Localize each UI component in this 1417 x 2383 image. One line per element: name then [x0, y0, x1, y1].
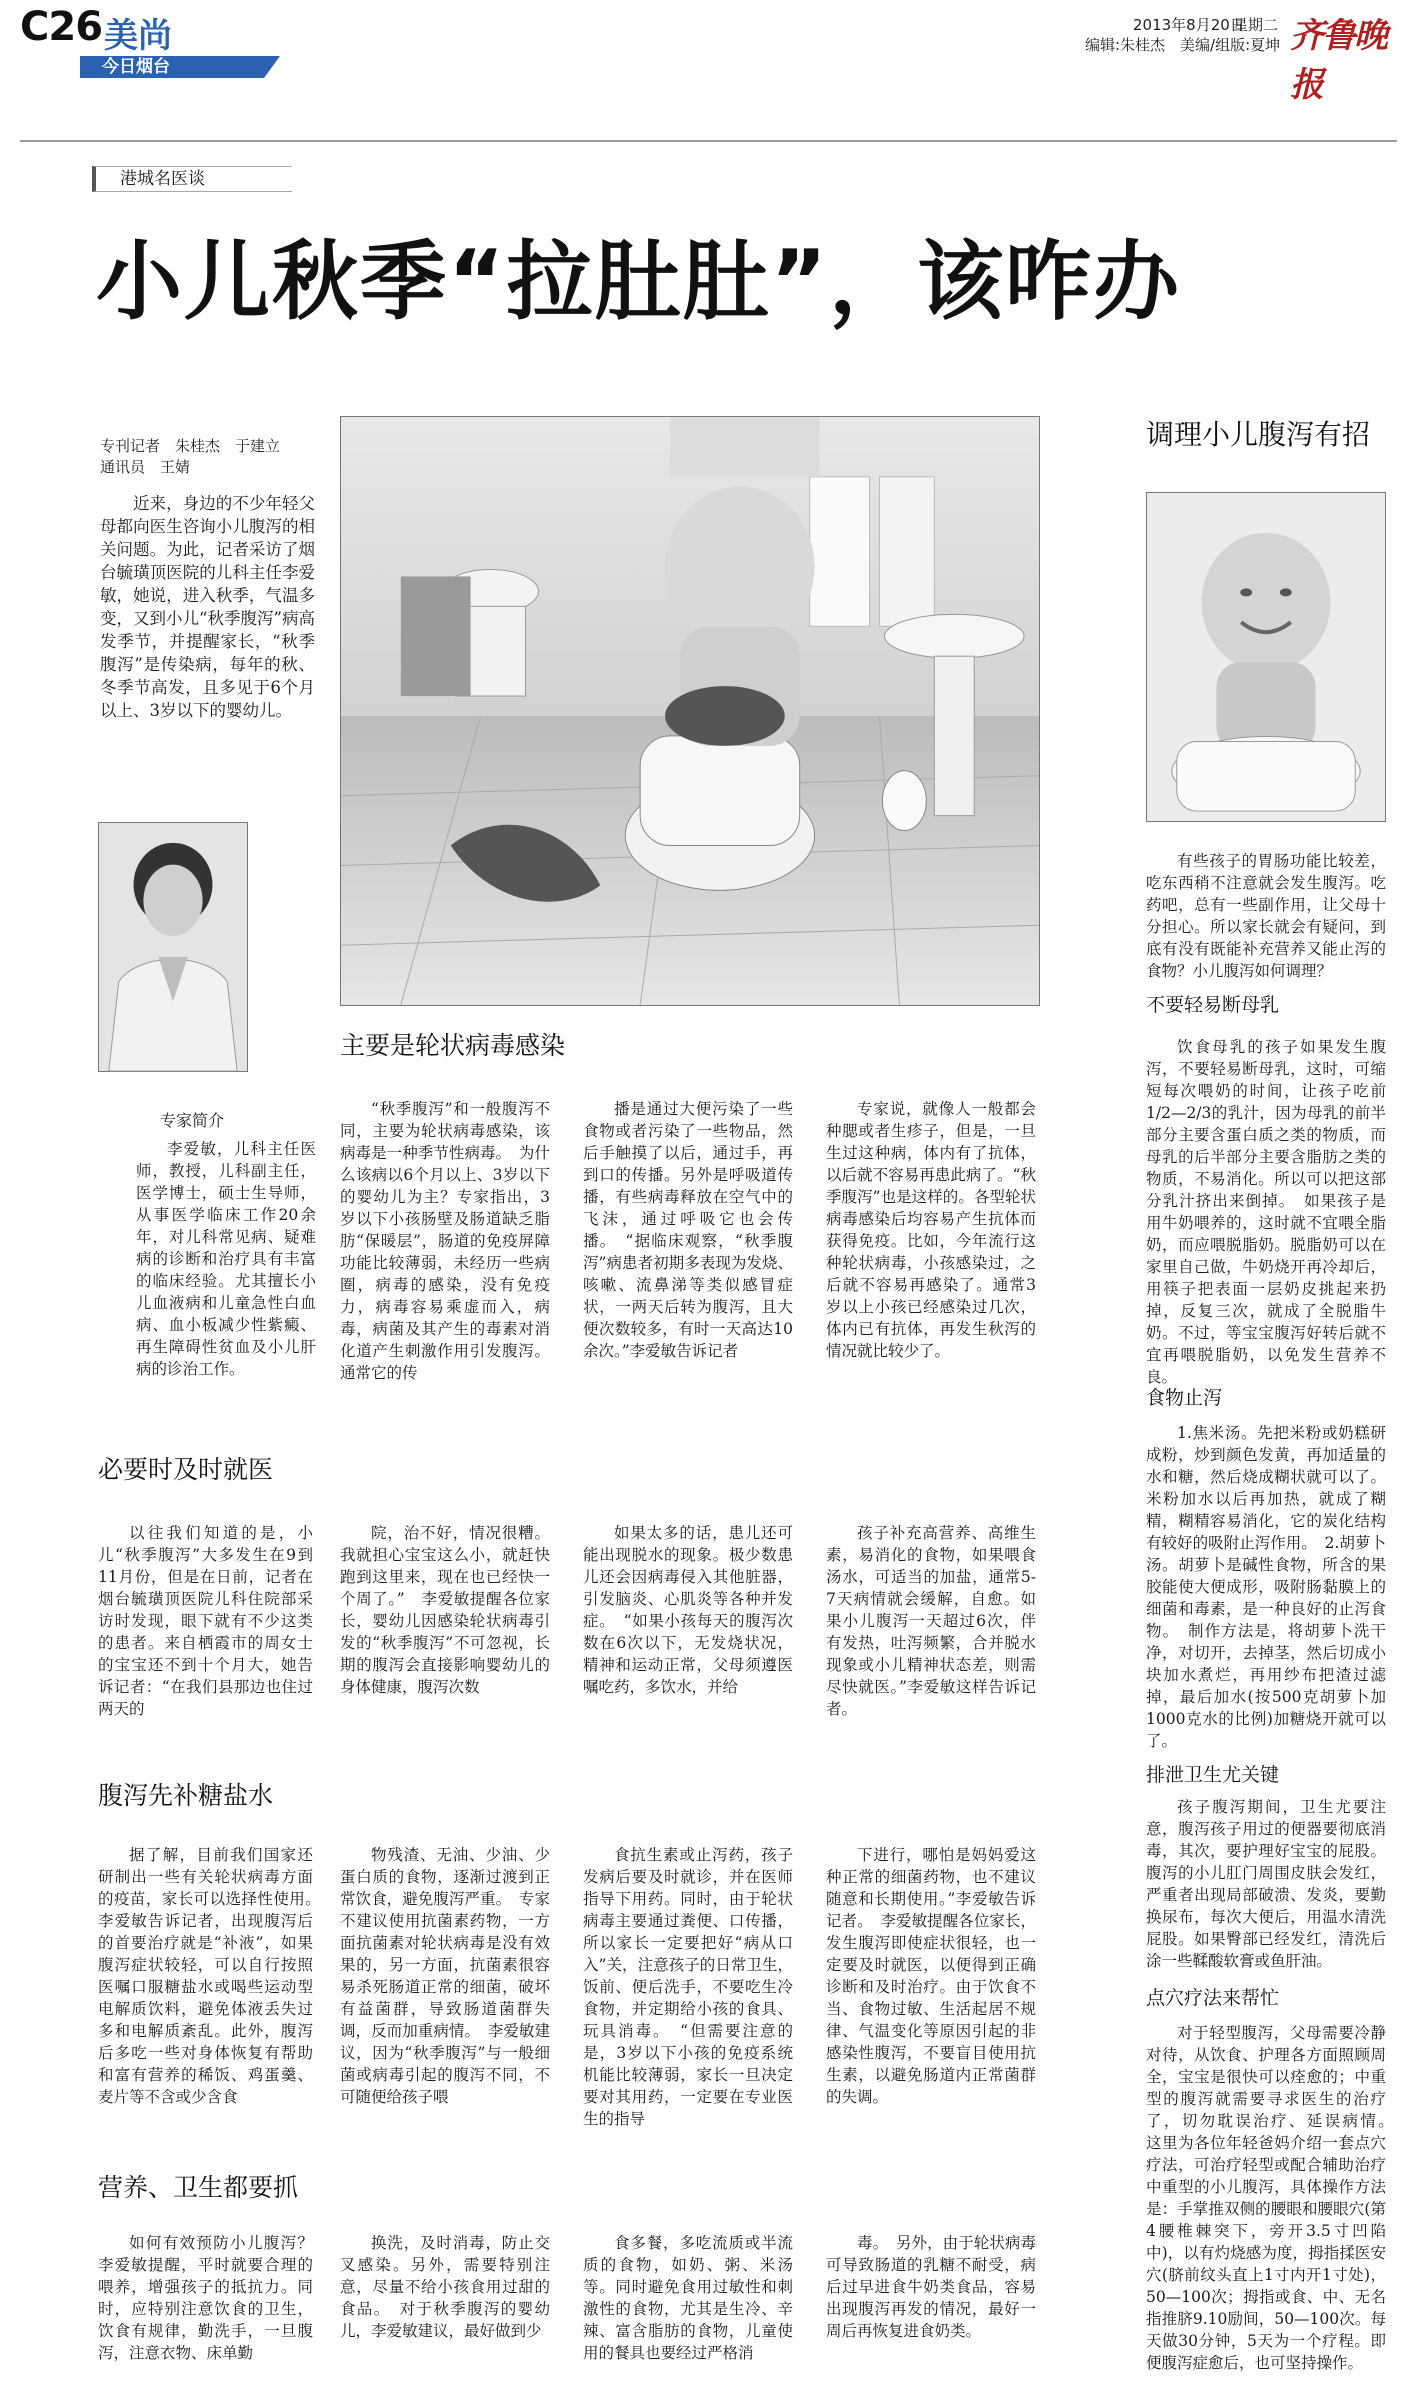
section-text-column: 院，治不好，情况很糟。我就担心宝宝这么小，就赶快跑到这里来，现在也已经快一个周了。” 李爱敏提醒各位家长，婴幼儿因感染轮状病毒引发的“秋季腹泻”不可忽视，长期的腹泻会直接影响婴幼儿的身体健康，腹泻次数	[340, 1524, 550, 1696]
issue-weekday: 星期二	[1233, 16, 1279, 34]
byline-reporters: 专刊记者 朱桂杰 于建立	[100, 437, 281, 455]
section-text-column: “秋季腹泻”和一般腹泻不同，主要为轮状病毒感染，该病毒是一种季节性病毒。 为什么该病以6个月以上、3岁以下的婴幼儿为主？专家指出，3岁以下小孩肠壁及肠道缺乏脂肪“保暖层”，肠道的免疫屏障功能比较薄弱，未经历一些病圈，病毒的感染，没有免疫力，病毒容易乘虚而入，病毒，病菌及其产生的毒素对消化道产生刺激作用引发腹泻。通常它的传	[340, 1100, 550, 1382]
section-text-column: 食抗生素或止泻药，孩子发病后要及时就诊，并在医师指导下用药。同时，由于轮状病毒主要通过粪便、口传播，所以家长一定要把好“病从口入”关，注意孩子的日常卫生，饭前、便后洗手，不要吃生冷食物，并定期给小孩的食具、玩具消毒。 “但需要注意的是，3岁以下小孩的免疫系统机能比较薄弱，家长一旦决定要对其用药，一定要在专业医生的指导	[583, 1846, 793, 2128]
sidebar-subheading: 不要轻易断母乳	[1146, 994, 1280, 1016]
issue-date: 2013年8月20日	[1133, 16, 1245, 34]
expert-caption: 专家简介	[160, 1111, 225, 1130]
section-heading: 主要是轮状病毒感染	[340, 1031, 566, 1060]
section-text-column: 据了解，目前我们国家还研制出一些有关轮状病毒方面的疫苗，家长可以选择性使用。 李爱敏告诉记者，出现腹泻后的首要治疗就是“补液”，如果腹泻症状较轻，可以自行按照医嘱口服糖盐水或喝些运动型电解质饮料，避免体液丢失过多和电解质紊乱。此外，腹泻后多吃一些对身体恢复有帮助和富有营养的稀饭、鸡蛋羹、麦片等不含或少含食	[98, 1846, 329, 2106]
expert-bio: 李爱敏，儿科主任医师，教授，儿科副主任，医学博士，硕士生导师，从事医学临床工作20余年，对儿科常见病、疑难病的诊断和治疗具有丰富的临床经验。尤其擅长小儿血液病和儿童急性白血病、血小板减少性紫癜、再生障碍性贫血及小儿肝病的诊治工作。	[136, 1140, 316, 1378]
newspaper-logo: 齐鲁晚报	[1290, 16, 1386, 105]
baby-on-potty-photo	[340, 416, 1040, 1006]
sidebar-title: 调理小儿腹泻有招	[1146, 418, 1371, 451]
section-text-column: 播是通过大便污染了一些食物或者污染了一些物品，然后手触摸了以后，通过手，再到口的传播。另外是呼吸道传播，有些病毒释放在空气中的飞沫，通过呼吸它也会传播。 “据临床观察，“秋季腹泻”病患者初期多表现为发烧、咳嗽、流鼻涕等类似感冒症状，一两天后转为腹泻，且大便次数较多，有时一天高达10余次。”李爱敏告诉记者	[583, 1100, 793, 1360]
section-text-column: 孩子补充高营养、高维生素，易消化的食物，如果喂食汤水，可适当的加盐，通常5-7天病情就会缓解，自愈。如果小儿腹泻一天超过6次，伴有发热，吐泻频繁，合并脱水现象或小儿精神状态差，则需尽快就医。”李爱敏这样告诉记者。	[826, 1524, 1036, 1718]
section-name: 美尚	[104, 16, 172, 56]
section-text-column: 如果太多的话，患儿还可能出现脱水的现象。极少数患儿还会因病毒侵入其他脏器，引发脑炎、心肌炎等各种并发症。 “如果小孩每天的腹泻次数在6次以下，无发烧状况，精神和运动正常，父母须遵医嘱吃药，多饮水，并给	[583, 1524, 793, 1696]
section-heading: 必要时及时就医	[98, 1455, 274, 1484]
byline-correspondent: 通讯员 王婧	[100, 458, 191, 476]
sidebar-text: 孩子腹泻期间，卫生尤要注意，腹泻孩子用过的便器要彻底消毒，其次，要护理好宝宝的屁股。腹泻的小儿肛门周围皮肤会发红，严重者出现局部破溃、发炎，要勤换尿布，每次大便后，用温水清洗屁股。如果臀部已经发红，清洗后涂一些鞣酸软膏或鱼肝油。	[1146, 1798, 1386, 1970]
section-text-column: 专家说，就像人一般都会种腮或者生疹子，但是，一旦生过这种病，体内有了抗体，以后就不容易再患此病了。“秋季腹泻”也是这样的。各型轮状病毒感染后均容易产生抗体而获得免疫。比如，今年流行这种轮状病毒，小孩感染过，之后就不容易再感染了。通常3岁以上小孩已经感染过几次，体内已有抗体，再发生秋泻的情况就比较少了。	[826, 1100, 1036, 1360]
sidebar-subheading: 排泄卫生尤关键	[1146, 1764, 1280, 1786]
section-text-column: 换洗，及时消毒，防止交叉感染。另外，需要特别注意，尽量不给小孩食用过甜的食品。 对于秋季腹泻的婴幼儿，李爱敏建议，最好做到少	[340, 2234, 550, 2340]
sidebar-text: 饮食母乳的孩子如果发生腹泻，不要轻易断母乳，这时，可缩短每次喂奶的时间，让孩子吃前1/2—2/3的乳汁，因为母乳的前半部分主要含蛋白质之类的物质，而母乳的后半部分主要含脂肪之类的物质，不易消化。所以可以把这部分乳汁挤出来倒掉。 如果孩子是用牛奶喂养的，这时就不宜喂全脂奶，而应喂脱脂奶。脱脂奶可以在家里自己做，牛奶烧开再冷却后，用筷子把表面一层奶皮挑起来扔掉，反复三次，就成了全脱脂牛奶。不过，等宝宝腹泻好转后就不宜再喂脱脂奶，以免发生营养不良。	[1146, 1038, 1386, 1386]
section-text-column: 如何有效预防小儿腹泻？李爱敏提醒，平时就要合理的喂养，增强孩子的抵抗力。同时，应特别注意饮食的卫生，饮食有规律，勤洗手，一旦腹泻，注意衣物、床单勤	[98, 2234, 313, 2362]
expert-portrait-photo	[98, 822, 248, 1072]
section-heading: 营养、卫生都要抓	[98, 2173, 299, 2202]
sidebar-intro: 有些孩子的胃肠功能比较差，吃东西稍不注意就会发生腹泻。吃药吧，总有一些副作用，让父母十分担心。所以家长就会有疑问，到底有没有既能补充营养又能止泻的食物？小儿腹泻如何调理？	[1146, 852, 1386, 980]
page-number: C26	[20, 4, 103, 50]
sidebar-text: 1.焦米汤。先把米粉或奶糕研成粉，炒到颜色发黄，再加适量的水和糖，然后烧成糊状就可以了。米粉加水以后再加热，就成了糊精，糊精容易消化，它的炭化结构有较好的吸附止泻作用。 2.胡萝卜汤。胡萝卜是碱性食物，所含的果胶能使大便成形，吸附肠黏膜上的细菌和毒素，是一种良好的止泻食物。 制作方法是，将胡萝卜洗干净，对切开，去掉茎，然后切成小块加水煮烂，再用纱布把渣过滤掉，最后加水(按500克胡萝卜加1000克水的比例)加糖烧开就可以了。	[1146, 1424, 1386, 1750]
article-lead: 近来，身边的不少年轻父母都向医生咨询小儿腹泻的相关问题。为此，记者采访了烟台毓璜顶医院的儿科主任李爱敏，她说，进入秋季，气温多变，又到小儿“秋季腹泻”病高发季节，并提醒家长，“秋季腹泻”是传染病，每年的秋、冬季节高发，且多见于6个月以上、3岁以下的婴幼儿。	[100, 494, 315, 720]
sidebar-subheading: 食物止泻	[1146, 1387, 1223, 1409]
sidebar-subheading: 点穴疗法来帮忙	[1146, 1987, 1280, 2009]
article-headline: 小儿秋季“拉肚肚”，该咋办	[96, 232, 1182, 332]
section-text-column: 毒。 另外，由于轮状病毒可导致肠道的乳糖不耐受，病后过早进食牛奶类食品，容易出现腹泻再发的情况，最好一周后再恢复进食奶类。	[826, 2234, 1036, 2340]
sub-section-name: 今日烟台	[102, 57, 170, 77]
laughing-baby-photo	[1146, 492, 1386, 822]
section-text-column: 下进行，哪怕是妈妈爱这种正常的细菌药物，也不建议随意和长期使用。”李爱敏告诉记者。 李爱敏提醒各位家长，发生腹泻即使症状很轻，也一定要及时就医，以便得到正确诊断和及时治疗。由于饮食不当、食物过敏、生活起居不规律、气温变化等原因引起的非感染性腹泻，不要盲目使用抗生素，以避免肠道内正常菌群的失调。	[826, 1846, 1036, 2106]
editor-credits: 编辑:朱桂杰 美编/组版:夏坤	[1085, 36, 1281, 54]
header-divider	[20, 140, 1397, 142]
section-text-column: 物残渣、无油、少油、少蛋白质的食物，逐渐过渡到正常饮食，避免腹泻严重。 专家不建议使用抗菌素药物，一方面抗菌素对轮状病毒是没有效果的，另一方面，抗菌素很容易杀死肠道正常的细菌，破坏有益菌群，导致肠道菌群失调，反而加重病情。 李爱敏建议，因为“秋季腹泻”与一般细菌或病毒引起的腹泻不同，不可随便给孩子喂	[340, 1846, 550, 2106]
section-text-column: 以往我们知道的是，小儿“秋季腹泻”大多发生在9到11月份，但是在日前，记者在烟台毓璜顶医院儿科住院部采访时发现，眼下就有不少这类的患者。来自栖霞市的周女士的宝宝还不到十个月大，她告诉记者：“在我们县那边也住过两天的	[98, 1524, 313, 1718]
section-heading: 腹泻先补糖盐水	[98, 1781, 274, 1810]
column-tag: 港城名医谈	[92, 166, 292, 192]
section-text-column: 食多餐，多吃流质或半流质的食物，如奶、粥、米汤等。同时避免食用过敏性和刺激性的食物，尤其是生冷、辛辣、富含脂肪的食物，儿童使用的餐具也要经过严格消	[583, 2234, 793, 2362]
sidebar-text: 对于轻型腹泻，父母需要冷静对待，从饮食、护理各方面照顾周全，宝宝是很快可以痊愈的；中重型的腹泻就需要寻求医生的治疗了，切勿耽误治疗、延误病情。 这里为各位年轻爸妈介绍一套点穴疗法，可治疗轻型或配合辅助治疗中重型的小儿腹泻，具体操作方法是：手掌推双侧的腰眼和腰眼穴(第4腰椎棘突下，旁开3.5寸凹陷中)，以有灼烧感为度，拇指揉医安穴(脐前纹头直上1寸内开1寸处)，50—100次；拇指或食、中、无名指推脐9.10励间，50—100次。每天做30分钟，5天为一个疗程。即便腹泻症愈后，也可坚持操作。	[1146, 2024, 1402, 2372]
